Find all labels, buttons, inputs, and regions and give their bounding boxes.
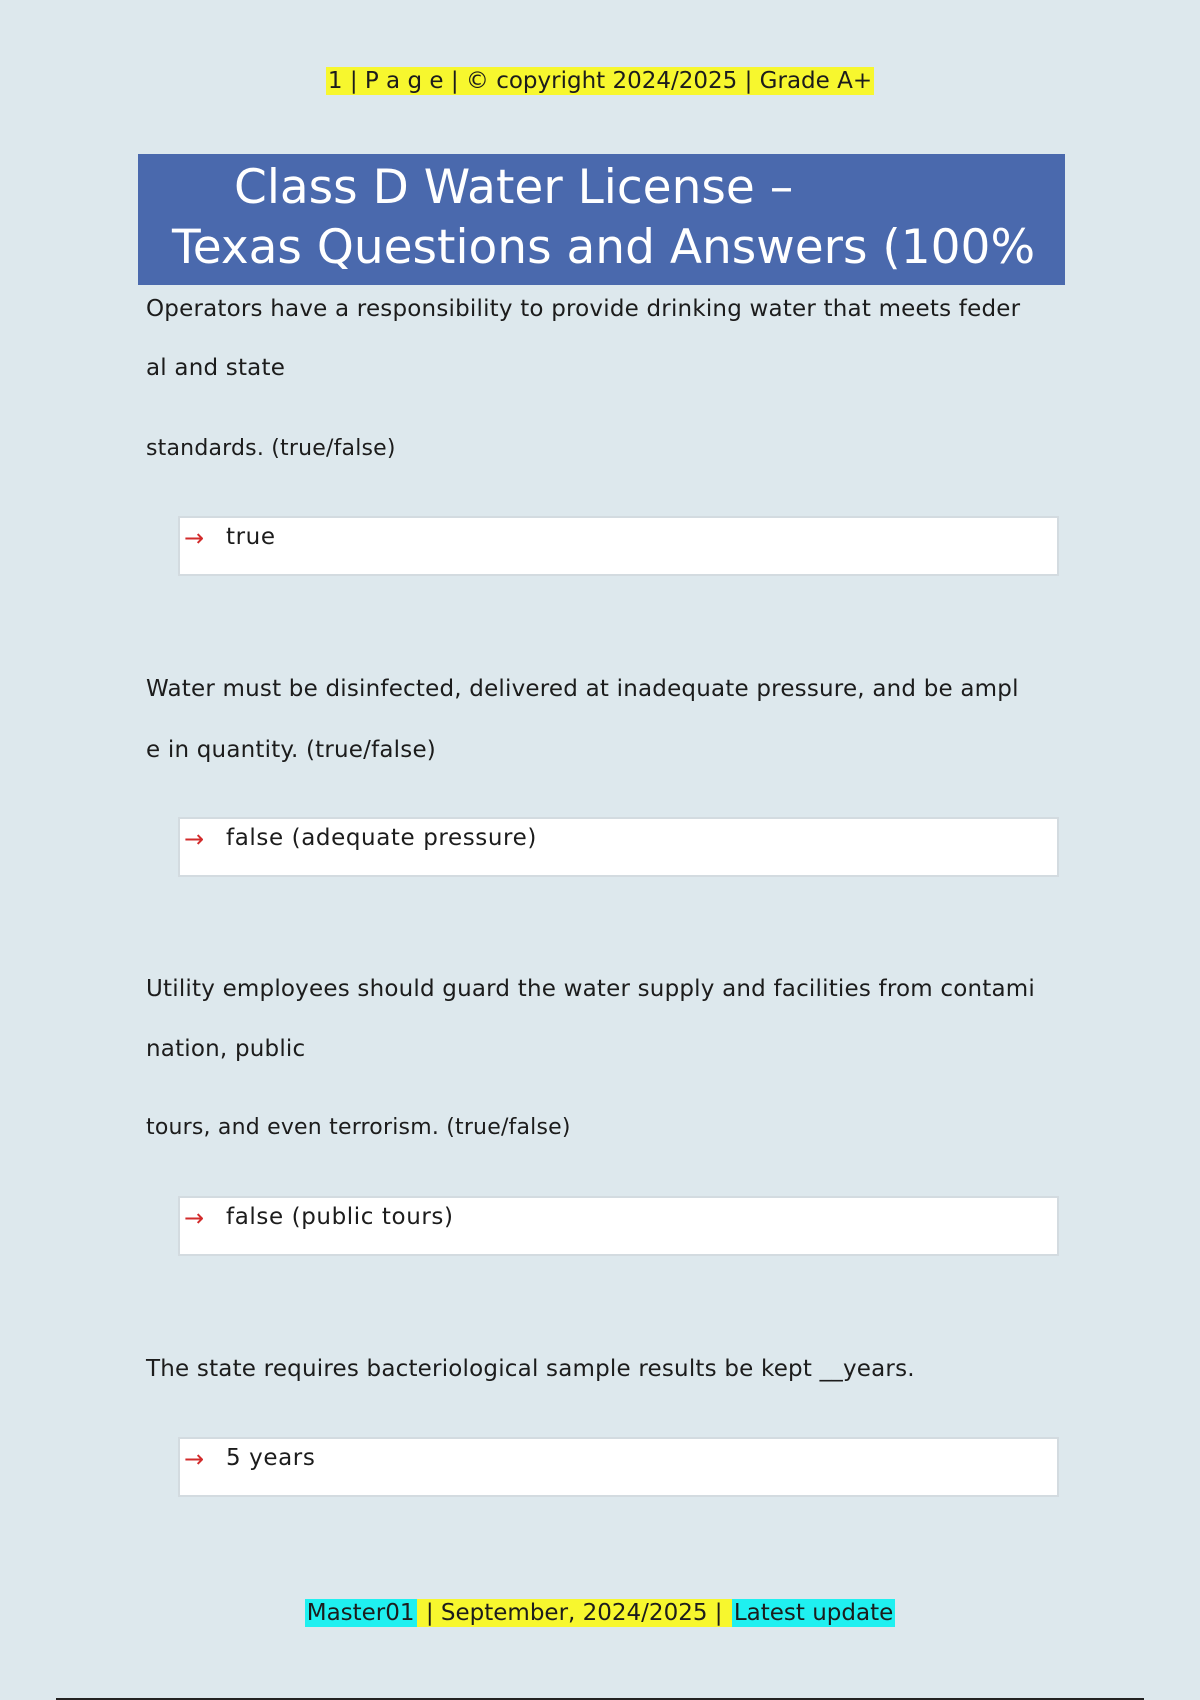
footer-update: Latest update (733, 1600, 894, 1626)
answer-1-text: true (226, 524, 276, 550)
question-3-line-3: tours, and even terrorism. (true/false) (146, 1115, 571, 1140)
page-header-text: 1 | P a g e | © copyright 2024/2025 | Grade A+ (327, 68, 873, 94)
question-4-line-1: The state requires bacteriological sample results be kept __years. (146, 1356, 915, 1382)
question-1-line-1: Operators have a responsibility to provide drinking water that meets feder (146, 296, 1021, 322)
answer-4-box (178, 1437, 1059, 1497)
question-3-line-1: Utility employees should guard the water supply and facilities from contami (146, 976, 1035, 1002)
footer-date: | September, 2024/2025 | (418, 1600, 730, 1626)
arrow-right-icon: → (184, 825, 205, 853)
question-3-line-2: nation, public (146, 1036, 306, 1062)
answer-4-text: 5 years (226, 1445, 316, 1471)
answer-2-box (178, 817, 1059, 877)
footer-author: Master01 (306, 1600, 415, 1626)
answer-3-box (178, 1196, 1059, 1256)
page-footer (0, 1600, 1200, 1626)
document-title (138, 154, 1065, 285)
arrow-right-icon: → (184, 1445, 205, 1473)
answer-1-box (178, 516, 1059, 576)
arrow-right-icon: → (184, 524, 205, 552)
question-1-line-2: al and state (146, 355, 286, 381)
question-1-line-3: standards. (true/false) (146, 436, 396, 461)
title-line-1: Class D Water License – (234, 160, 794, 215)
arrow-right-icon: → (184, 1204, 205, 1232)
title-line-2: Texas Questions and Answers (100% (172, 220, 1036, 275)
question-2-line-2: e in quantity. (true/false) (146, 737, 436, 763)
answer-2-text: false (adequate pressure) (226, 825, 537, 851)
question-2-line-1: Water must be disinfected, delivered at inadequate pressure, and be ampl (146, 676, 1019, 702)
answer-3-text: false (public tours) (226, 1204, 454, 1230)
page-header (0, 68, 1200, 94)
